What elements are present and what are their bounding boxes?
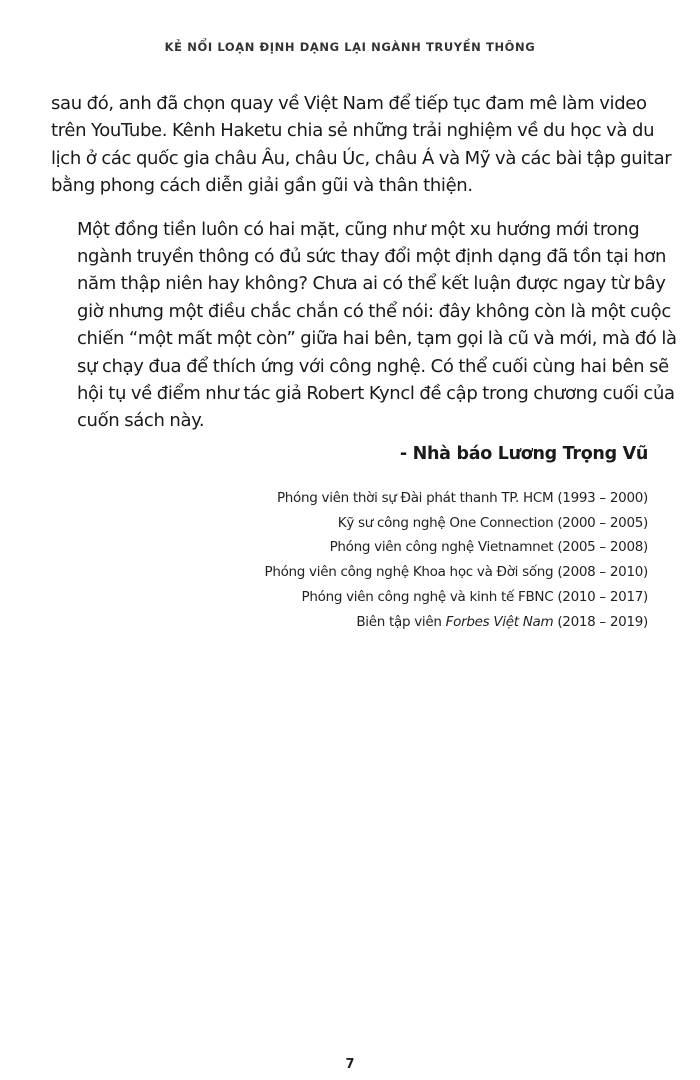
text-line: bằng phong cách diễn giải gần gũi và thân thiện. — [51, 175, 473, 197]
text-line: cuốn sách này. — [77, 410, 205, 432]
text-line: Một đồng tiền luôn có hai mặt, cũng như một xu hướng mới trong — [77, 218, 640, 240]
text-line: hội tụ về điểm như tác giả Robert Kyncl đề cập trong chương cuối của — [77, 383, 675, 405]
text-line: trên YouTube. Kênh Haketu chia sẻ những trải nghiệm về du học và du — [51, 120, 655, 142]
text-line: năm thập niên hay không? Chưa ai có thể kết luận được ngay từ bây — [77, 273, 666, 295]
running-header: KẺ NỔI LOẠN ĐỊNH DẠNG LẠI NGÀNH TRUYỀN THÔNG — [164, 40, 536, 54]
credential-item: Kỹ sư công nghệ One Connection (2000 – 2005) — [337, 514, 648, 531]
credential-item: Phóng viên công nghệ và kinh tế FBNC (2010 – 2017) — [301, 588, 648, 605]
credential-item: Phóng viên công nghệ Khoa học và Đời sống (2008 – 2010) — [264, 564, 648, 581]
author-credentials — [264, 486, 648, 634]
text-line: ngành truyền thông có đủ sức thay đổi một định dạng đã tồn tại hơn — [77, 246, 667, 268]
credential-item-forbes — [264, 610, 648, 635]
body-text — [51, 90, 677, 451]
paragraph-1 — [51, 90, 672, 200]
author-signature: - Nhà báo Lương Trọng Vũ — [399, 444, 648, 464]
credential-item: Phóng viên công nghệ Vietnamnet (2005 – 2008) — [329, 539, 648, 556]
publication-title: Forbes Việt Nam — [445, 613, 554, 630]
text-line: lịch ở các quốc gia châu Âu, châu Úc, châu Á và Mỹ và các bài tập guitar — [51, 147, 672, 169]
credential-prefix: Biên tập viên — [356, 613, 446, 630]
page-number: 7 — [345, 1057, 355, 1072]
text-line: sự chạy đua để thích ứng với công nghệ. Có thể cuối cùng hai bên sẽ — [77, 355, 669, 377]
text-line: sau đó, anh đã chọn quay về Việt Nam để tiếp tục đam mê làm video — [51, 93, 647, 114]
text-line: giờ nhưng một điều chắc chắn có thể nói: đây không còn là một cuộc — [77, 300, 671, 322]
text-line: chiến “một mất một còn” giữa hai bên, tạm gọi là cũ và mới, mà đó là — [77, 328, 677, 350]
paragraph-2 — [51, 216, 677, 435]
credential-years: (2018 – 2019) — [553, 613, 648, 630]
credential-item: Phóng viên thời sự Đài phát thanh TP. HCM (1993 – 2000) — [276, 490, 648, 506]
